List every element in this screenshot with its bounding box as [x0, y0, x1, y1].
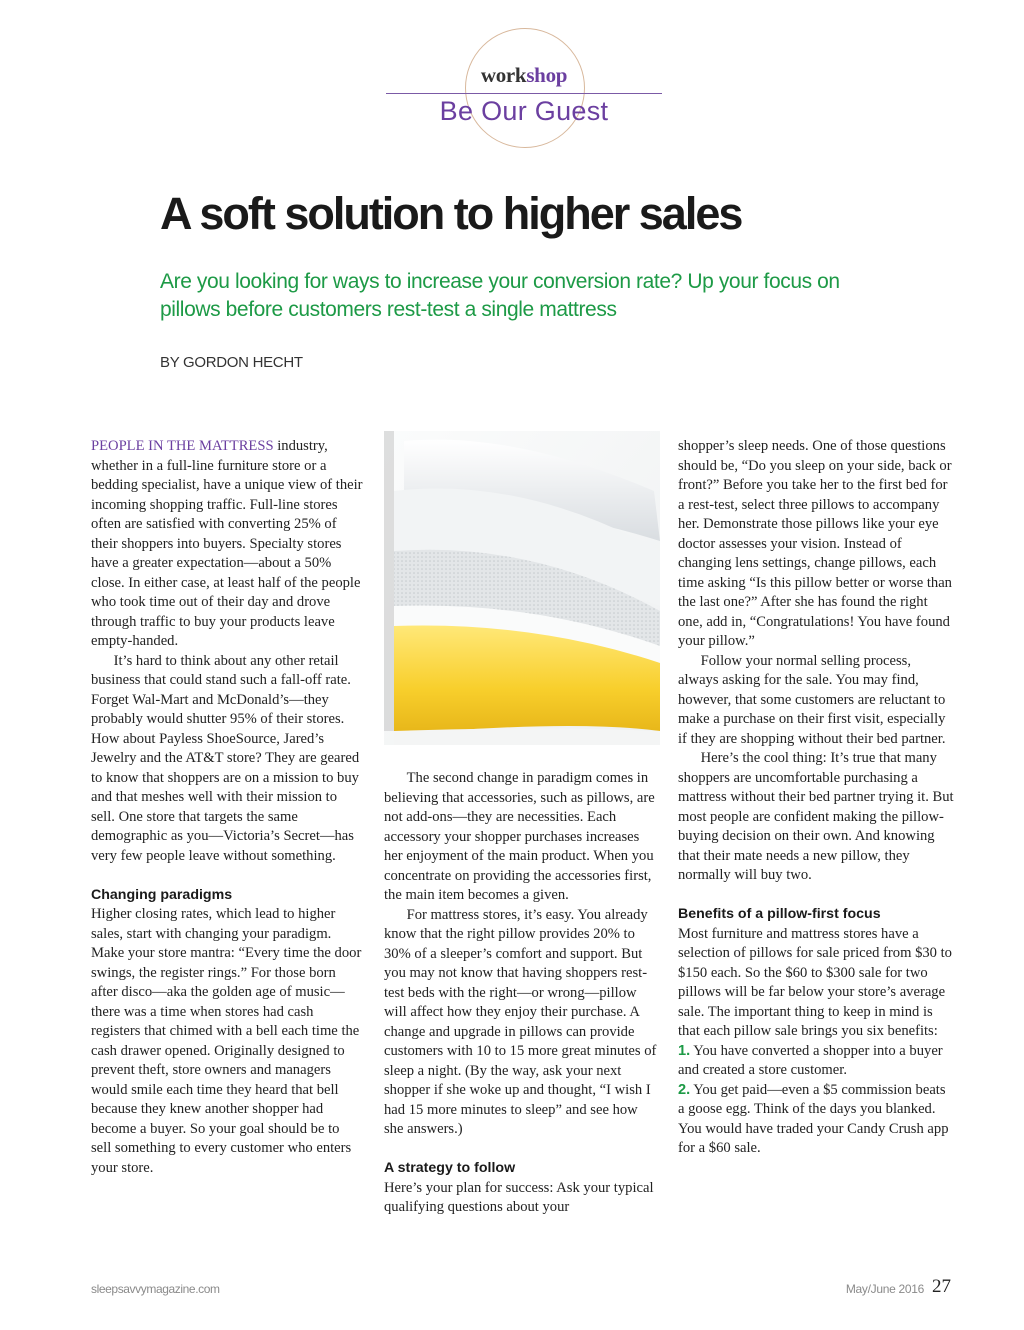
- paragraph: Here’s your plan for success: Ask your typical qualifying questions about your: [384, 1179, 654, 1215]
- header-circle-ornament: [465, 28, 585, 148]
- list-item-text: You have converted a shopper into a buyer and created a store customer.: [678, 1042, 943, 1078]
- article-byline: BY GORDON HECHT: [160, 354, 303, 371]
- section-title: Be Our Guest: [439, 96, 609, 126]
- article-column-1: [91, 437, 363, 1178]
- paragraph: For mattress stores, it’s easy. You already know that the right pillow provides 20% to 30% of a sleeper’s comfort and support. But you may not know that having shoppers rest-test beds with the right—or wrong—pillow will affect how they enjoy their purchase. A change and upgrade in pillows can provide customers with 10 to 15 more great minutes of sleep a night. (By the way, ask your next shopper if she woke up and thought, “I wish I had 15 more minutes to sleep” and see how she answers.): [384, 906, 657, 1137]
- footer-website: sleepsavvymagazine.com: [91, 1282, 220, 1296]
- paragraph: It’s hard to think about any other retail business that could stand such a fall-off rate. Forget Wal-Mart and McDonald’s—they probably would shutter 95% of their stores. How about Payless ShoeSource, Jared’s Jewelry and the AT&T store? They are geared to know that shoppers are on a mission to buy and that meshes well with their mission to sell. One store that targets the same demographic as you—Victoria’s Secret—has very few people leave without something.: [91, 652, 360, 864]
- subhead: Changing paradigms: [91, 886, 233, 903]
- header-rule: [386, 93, 662, 94]
- list-item-text: You get paid—even a $5 commission beats a goose egg. Think of the days you blanked. You would have traded your Candy Crush app for a $60 sale.: [678, 1081, 949, 1156]
- list-item: [678, 1081, 954, 1159]
- subhead: Benefits of a pillow-first focus: [678, 906, 881, 922]
- paragraph: Follow your normal selling process, always asking for the sale. You may find, however, that some customers are reluctant to make a purchase on their first visit, especially if they are shopping without their bed partner.: [678, 652, 946, 747]
- department-label-part2: shop: [526, 63, 568, 87]
- page-number: 27: [932, 1276, 951, 1297]
- list-number: 1.: [678, 1042, 691, 1059]
- paragraph: The second change in paradigm comes in believing that accessories, such as pillows, are not add-ons—they are necessities. Each accessory your shopper purchases increases her enjoyment of the main product. When you concentrate on providing the accessories first, the main item becomes a given.: [384, 770, 655, 903]
- department-label-part1: work: [480, 63, 527, 87]
- paragraph: Most furniture and mattress stores have a selection of pillows for sale priced from $30 to $150 each. So the $60 to $300 sale for two pillows will be far below your store’s average sale. The important thing to keep in mind is that each pillow sale brings you six benefits:: [678, 925, 952, 1039]
- paragraph-text: industry, whether in a full-line furniture store or a bedding specialist, have a unique view of their incoming shopping traffic. Full-line stores often are satisfied with converting 25% of their shoppers into buyers. Specialty stores have a greater expectation—about a 50% close. In either case, at least half of the people who took time out of their day and drove through traffic to buy your products leave empty-handed.: [91, 438, 363, 649]
- list-number: 2.: [678, 1081, 691, 1098]
- paragraph: Here’s the cool thing: It’s true that many shoppers are uncomfortable purchasing a mattress without their bed partner trying it. But most people are confident making the pillow-buying decision on their own. And knowing that their mate needs a new pillow, they normally will buy two.: [678, 750, 954, 883]
- list-item: [678, 1042, 954, 1081]
- pillow-stack-illustration: [384, 431, 660, 745]
- paragraph: Higher closing rates, which lead to higher sales, start with changing your paradigm. Make your store mantra: “Every time the door swings, the register rings.” For those born after disco—aka the golden age of music—there was a time when stores had cash registers that chimed with a bell each time the cash drawer opened. Originally designed to prevent theft, store owners and managers would smile each time they heard that bell because they knew another shopper had become a buyer. So your goal should be to sell something to every customer who enters your store.: [91, 906, 362, 1176]
- article-deck: Are you looking for ways to increase your conversion rate? Up your focus on pillows before customers rest-test a single mattress: [160, 270, 840, 321]
- article-headline: A soft solution to higher sales: [160, 188, 742, 239]
- department-label: [386, 63, 662, 88]
- paragraph: [91, 437, 363, 652]
- article-column-3: [678, 437, 954, 1159]
- subhead: A strategy to follow: [384, 1160, 516, 1176]
- paragraph: shopper’s sleep needs. One of those questions should be, “Do you sleep on your side, back or front?” Before you take her to the first bed for a rest-test, select three pillows to accompany her. Demonstrate those pillows like your eye doctor assesses your vision. Instead of changing lens settings, change pillows, each time asking “Is this pillow better or worse than the last one?” After she has found the right one, add in, “Congratulations! You have found your pillow.”: [678, 438, 952, 649]
- pillow-stack-photo: [384, 431, 660, 745]
- article-column-2: [384, 769, 660, 1218]
- footer-issue-date: May/June 2016: [845, 1282, 924, 1296]
- lead-in: PEOPLE IN THE MATTRESS: [91, 438, 274, 454]
